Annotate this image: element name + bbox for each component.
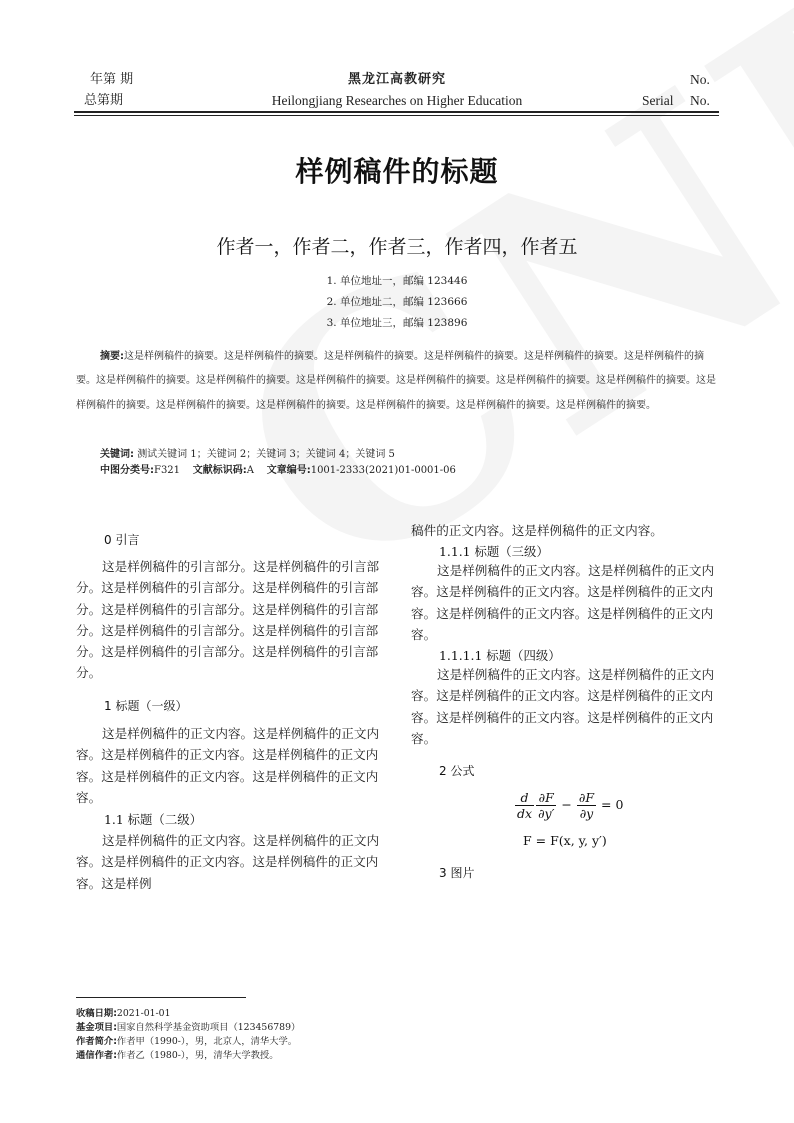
header-journal-cn: 黑龙江高教研究 xyxy=(347,72,446,87)
affiliation-2: 2. 单位地址二，邮编 123666 xyxy=(326,296,468,308)
header-journal-en: Heilongjiang Researches on Higher Education xyxy=(271,93,523,108)
formula-frac-dF-dyp: $\frac{\partial F}{\partial y'}$ xyxy=(538,790,555,821)
section-1-1-1-body: 这是样例稿件的正文内容。这是样例稿件的正文内容。这是样例稿件的正文内容。这是样例稿件的正文内容。这是样例稿件的正文内容。这是样例稿件的正文内容。 xyxy=(411,563,715,642)
doc-code-label: 文献标识码: xyxy=(192,465,247,476)
section-1-1-1-1-heading: 1.1.1.1 标题（四级） xyxy=(439,648,561,663)
header-rule-thick xyxy=(74,111,719,113)
section-0-heading: 0 引言 xyxy=(104,533,140,547)
footnote-author-bio: 作者简介:作者甲（1990-），男，北京人，清华大学。 xyxy=(76,1036,298,1047)
header-rule-thin xyxy=(74,115,719,116)
section-2-heading: 2 公式 xyxy=(439,764,475,778)
classification-line xyxy=(100,461,456,476)
formula-minus: − xyxy=(561,797,572,812)
header-serial: Serial xyxy=(642,93,674,108)
clc-value: F321 xyxy=(154,465,181,476)
header-issue: 年第 期 xyxy=(90,72,134,87)
keywords-text: 测试关键词 1；关键词 2；关键词 3；关键词 4；关键词 5 xyxy=(137,449,395,460)
abstract xyxy=(76,345,718,418)
footnote-rule xyxy=(76,997,246,998)
section-3-heading: 3 图片 xyxy=(439,866,475,880)
section-0-body: 这是样例稿件的引言部分。这是样例稿件的引言部分。这是样例稿件的引言部分。这是样例稿件的引言部分。这是样例稿件的引言部分。这是样例稿件的引言部分。这是样例稿件的引言部分。这是样例稿件的引言部分。这是样例稿件的引言部分。这是样例稿件的引言部分。 xyxy=(76,559,380,681)
section-1-body: 这是样例稿件的正文内容。这是样例稿件的正文内容。这是样例稿件的正文内容。这是样例稿件的正文内容。这是样例稿件的正文内容。这是样例稿件的正文内容。 xyxy=(76,726,380,805)
formula-euler-lagrange xyxy=(514,790,623,821)
header-no: No. xyxy=(690,72,710,87)
article-no-label: 文章编号: xyxy=(266,465,311,476)
affiliation-3: 3. 单位地址三，邮编 123896 xyxy=(326,317,468,329)
keywords xyxy=(100,445,395,460)
section-1-1-heading: 1.1 标题（二级） xyxy=(104,812,202,827)
footnote-fund: 基金项目:国家自然科学基金资助项目（123456789） xyxy=(76,1022,301,1033)
section-1-1-1-1-body: 这是样例稿件的正文内容。这是样例稿件的正文内容。这是样例稿件的正文内容。这是样例稿件的正文内容。这是样例稿件的正文内容。这是样例稿件的正文内容。 xyxy=(411,667,715,746)
section-1-1-body: 这是样例稿件的正文内容。这是样例稿件的正文内容。这是样例稿件的正文内容。这是样例稿件的正文内容。这是样例 xyxy=(76,833,380,891)
formula-eq-zero: = 0 xyxy=(601,797,624,812)
article-no-value: 1001-2333(2021)01-0001-06 xyxy=(310,465,456,476)
header-total-issue: 总第期 xyxy=(84,93,124,108)
doc-code-value: A xyxy=(246,465,254,476)
clc-label: 中图分类号: xyxy=(100,465,154,476)
section-1-1-1-heading: 1.1.1 标题（三级） xyxy=(439,544,549,559)
formula-frac-dF-dy: $\frac{\partial F}{\partial y}$ xyxy=(578,790,595,821)
keywords-label: 关键词: xyxy=(100,449,134,460)
formula-function-def: F = F(x, y, y′) xyxy=(523,833,607,848)
formula-frac-d-dx: $\frac{d}{dx}$ xyxy=(517,790,533,821)
section-1-1-continued: 稿件的正文内容。这是样例稿件的正文内容。 xyxy=(411,523,663,538)
abstract-label: 摘要: xyxy=(100,351,124,362)
abstract-text: 这是样例稿件的摘要。这是样例稿件的摘要。这是样例稿件的摘要。这是样例稿件的摘要。这是样例稿件的摘要。这是样例稿件的摘要。这是样例稿件的摘要。这是样例稿件的摘要。这是样例稿件的摘要。这是样例稿件的摘要。这是样例稿件的摘要。这是样例稿件的摘要。这是样例稿件的摘要。这是样例稿件的摘要。这是样例稿件的摘要。这是样例稿件的摘要。这是样例稿件的摘要。这是样例稿件的摘要。 xyxy=(76,351,716,411)
paper-title: 样例稿件的标题 xyxy=(295,155,499,188)
header-serial-no: No. xyxy=(690,93,710,108)
footnote-corresponding: 通信作者:作者乙（1980-），男，清华大学教授。 xyxy=(76,1050,279,1061)
author-list: 作者一，作者二，作者三，作者四，作者五 xyxy=(216,236,578,258)
footnote-received: 收稿日期:2021-01-01 xyxy=(76,1008,171,1019)
section-1-heading: 1 标题（一级） xyxy=(104,699,188,713)
affiliation-1: 1. 单位地址一，邮编 123446 xyxy=(326,275,468,287)
